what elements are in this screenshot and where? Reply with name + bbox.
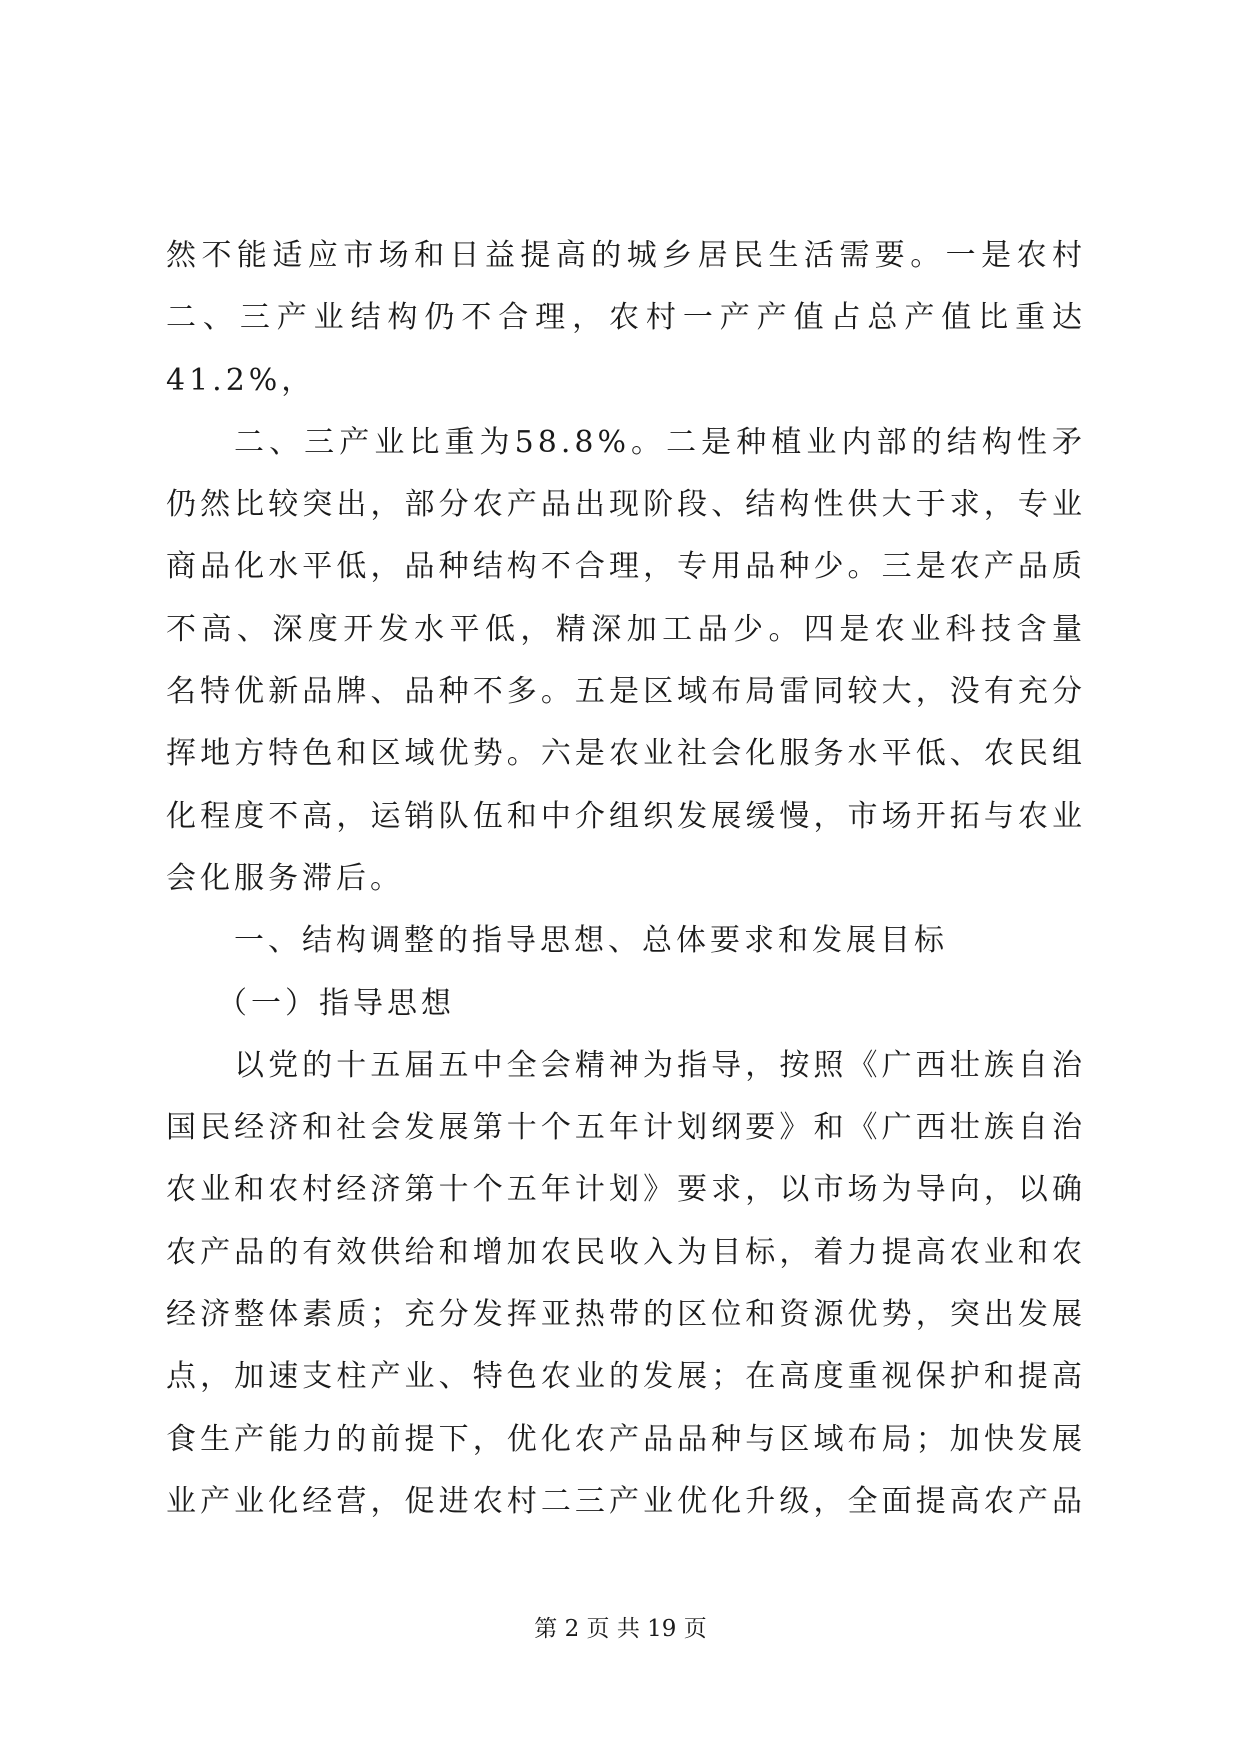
- text-line: 名特优新品牌、品种不多。五是区域布局雷同较大，没有充分: [166, 674, 1086, 710]
- text-line: 业产业化经营，促进农村二三产业优化升级，全面提高农产品: [166, 1483, 1086, 1519]
- text-line: 二、三产业比重为58.8%。二是种植业内部的结构性矛: [234, 424, 1086, 460]
- text-line: 经济整体素质；充分发挥亚热带的区位和资源优势，突出发展: [166, 1297, 1086, 1333]
- body-text: [166, 225, 1086, 1533]
- page-number-footer: 第 2 页 共 19 页: [534, 1616, 707, 1642]
- text-line: 以党的十五届五中全会精神为指导，按照《广西壮族自治: [234, 1047, 1086, 1083]
- text-line: 农业和农村经济第十个五年计划》要求，以市场为导向，以确: [166, 1172, 1086, 1208]
- text-line: 挥地方特色和区域优势。六是农业社会化服务水平低、农民组: [166, 736, 1086, 772]
- text-line: 二、三产业结构仍不合理，农村一产产值占总产值比重达: [166, 300, 1086, 336]
- text-line: 41.2%，: [166, 362, 316, 398]
- text-line: （一）指导思想: [217, 985, 455, 1021]
- text-line: 不高、深度开发水平低，精深加工品少。四是农业科技含量: [166, 611, 1086, 647]
- text-line: 会化服务滞后。: [166, 860, 404, 896]
- text-line: 仍然比较突出，部分农产品出现阶段、结构性供大于求，专业: [166, 487, 1086, 523]
- text-line: 点，加速支柱产业、特色农业的发展；在高度重视保护和提高: [166, 1359, 1086, 1395]
- text-line: 商品化水平低，品种结构不合理，专用品种少。三是农产品质: [166, 549, 1086, 585]
- text-line: 国民经济和社会发展第十个五年计划纲要》和《广西壮族自治: [166, 1110, 1086, 1146]
- text-line: 农产品的有效供给和增加农民收入为目标，着力提高农业和农: [166, 1234, 1086, 1270]
- text-line: 然不能适应市场和日益提高的城乡居民生活需要。一是农村: [166, 238, 1086, 273]
- text-line: 食生产能力的前提下，优化农产品品种与区域布局；加快发展: [166, 1421, 1086, 1457]
- text-line: 一、结构调整的指导思想、总体要求和发展目标: [234, 923, 948, 959]
- text-line: 化程度不高，运销队伍和中介组织发展缓慢，市场开拓与农业: [166, 798, 1086, 834]
